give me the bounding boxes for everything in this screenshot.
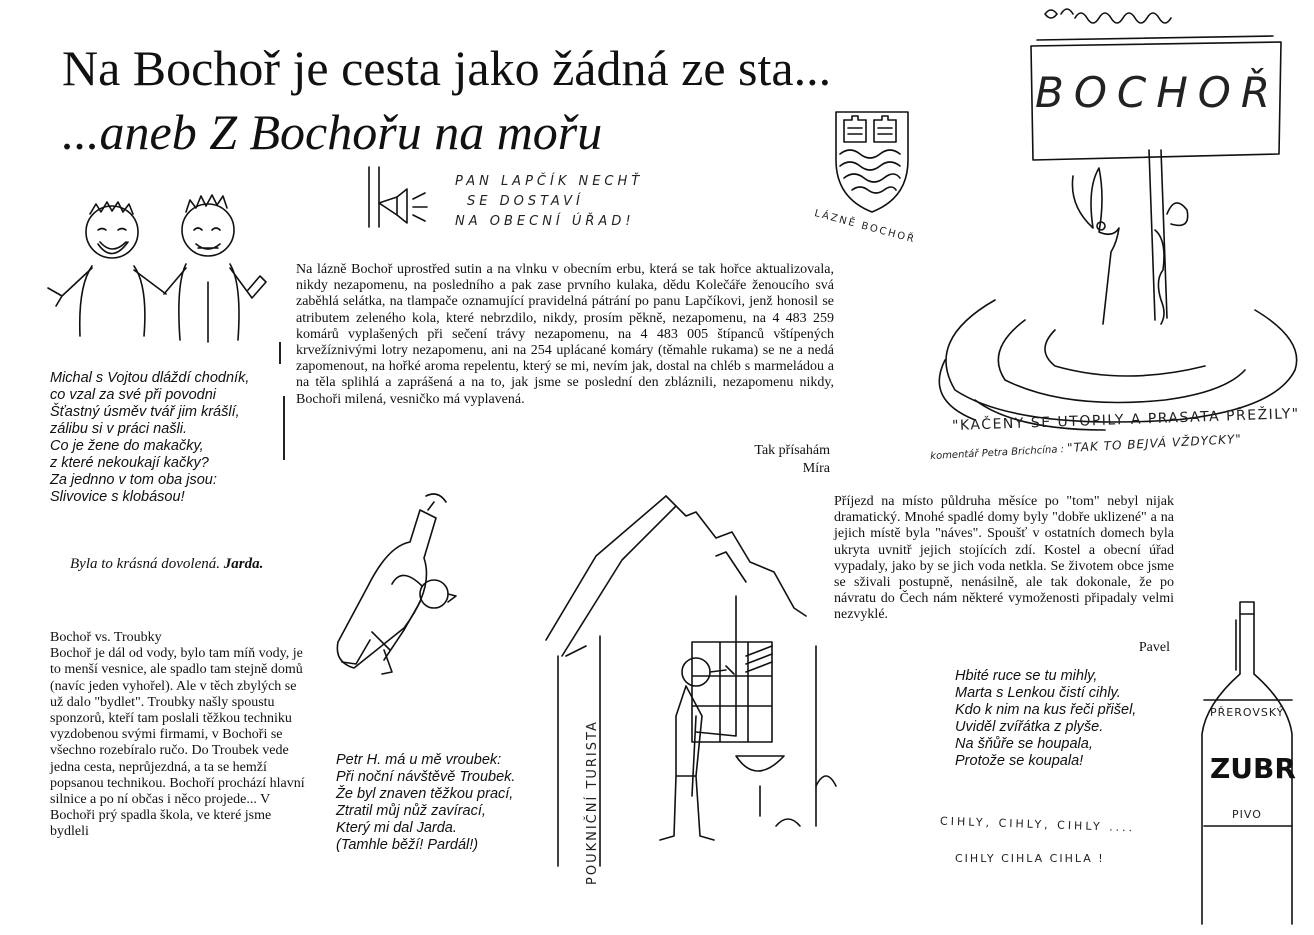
divider: [283, 396, 285, 460]
poem-petr: [336, 752, 515, 854]
cihly-line: CIHLY CIHLA CIHLA !: [955, 852, 1105, 865]
lapcik-note-line: NA OBECNÍ ÚŘAD!: [455, 214, 635, 229]
jarda-note: [70, 556, 263, 573]
poem-line: Kdo k nim na kus řeči přišel,: [955, 702, 1137, 718]
poem-line: co vzal za své při povodni: [50, 387, 217, 403]
coat-of-arms-caption: LÁZNĚ BOCHOŘ: [813, 208, 917, 246]
poem-line: z které nekoukají kačky?: [50, 455, 209, 471]
troubky-article: [50, 630, 306, 841]
poem-line: Petr H. má u mě vroubek:: [336, 752, 502, 768]
divider: [279, 342, 281, 364]
jarda-note-text: Byla to krásná dovolená.: [70, 556, 220, 572]
house-sketch: [536, 486, 856, 886]
troubky-text: Bochoř je dál od vody, bylo tam míň vody, je to menší vesnice, ale spadlo tam stejně domů (navíc jeden vyhořel). Ale v těch zbylých se už dalo "bydlet". Troubky našly spoustu sponzorů, kteří tam poslali těžkou techniku vyzdobenou svými firmami, v Bochoři se všechno rozebíralo ručo. Do Troubek vede jedna cesta, neprůjezdná, a ta se hemží popsanou technikou. Bochoří prochází hlavní silnice a po ní občas i něco projede... V Bochoři prý spadla škola, ve které jsme bydleli: [50, 646, 305, 840]
poem-line: Uviděl zvířátka z plyše.: [955, 719, 1104, 735]
cihly-line: CIHLY, CIHLY, CIHLY ....: [939, 814, 1136, 835]
lapcik-note-line: SE DOSTAVÍ: [467, 194, 584, 209]
poem-line: Na šňůře se houpala,: [955, 736, 1093, 752]
troubky-heading: Bochoř vs. Troubky: [50, 630, 162, 645]
page-subtitle: ...aneb Z Bochořu na mořu: [62, 104, 603, 160]
poem-line: Michal s Vojtou dláždí chodník,: [50, 370, 250, 386]
loudspeaker-sketch: [365, 165, 435, 235]
poem-line: Při noční návštěvě Troubek.: [336, 769, 516, 785]
jarda-signature: Jarda.: [223, 556, 264, 572]
bochor-sign-text: BOCHOŘ: [1035, 68, 1281, 117]
poem-line: zálibu si v práci našli.: [50, 421, 187, 437]
mira-article-text: Na lázně Bochoř uprostřed sutin a na vlnku v obecním erbu, která se tak hořce aktualizovala, nikdy nezapomenu, na posledního a pak zase prvního kulaka, dědu Kolečáře ženoucího svá zaběhlá selátka, na tlampače oznamující pravidelná pátrání po panu Lapčíkovi, jenž honosil se atributem zeleného kola, které nebrzdilo, nikdy, prosím pěkně, nezapomenu, na 4 483 259 komárů vyplašených při sečení trávy nezapomenu, na 4 483 005 štípanců vštípených krvežíznivými lotry nezapomenu, ani na 254 uplácané komáry (těmahle rukama) se ne a nedá zapomenout, na hořké aroma repelentu, který se mi, nevím jak, dostal na chléb s marmeládou a na těla splihlá a zaprášená a na to, jak jsme se poslední den zbláznili, nezapomenu nikdy, Bochoři milená, vesničko má vyplavená.: [296, 262, 834, 407]
poem-line: Že byl znaven těžkou prací,: [336, 786, 514, 802]
beer-type: PIVO: [1232, 808, 1262, 821]
poem-line: Za jednno v tom oba jsou:: [50, 472, 217, 488]
poem-line: Šťastný úsměv tvář jim krášlí,: [50, 404, 240, 420]
poem-line: Marta s Lenkou čistí cihly.: [955, 685, 1121, 701]
poem-line: Protože se koupala!: [955, 753, 1084, 769]
poem-line: Co je žene do makačky,: [50, 438, 204, 454]
mira-sign-line: Tak přísahám: [754, 443, 830, 458]
kaceni-comment-quote: "TAK TO BEJVÁ VŽDYCKY": [1066, 431, 1243, 455]
bottle-carrier-sketch: [330, 490, 490, 680]
kaceni-comment-prefix: komentář Petra Brichcína :: [930, 444, 1065, 463]
michal-vojta-drawing: [40, 190, 270, 350]
mira-signature: [700, 442, 830, 478]
lapcik-note-line: PAN LAPČÍK NECHŤ: [455, 174, 644, 189]
poem-line: Který mi dal Jarda.: [336, 820, 457, 836]
vertical-caption: POUKNIČNÍ TURISTA: [585, 720, 600, 885]
beer-brand: PŘEROVSKÝ: [1210, 706, 1285, 719]
kaceni-caption: "KAČENY SE UTOPILY A PRASATA PŘEŽILY": [951, 405, 1301, 435]
pavel-signature: Pavel: [1138, 640, 1170, 655]
lapcik-note: [455, 172, 643, 232]
poem-line: Slivovice s klobásou!: [50, 489, 185, 505]
poem-line: Ztratil můj nůž zavírací,: [336, 803, 486, 819]
beer-name: ZUBR: [1210, 752, 1296, 785]
mira-sign-line: Míra: [802, 461, 830, 476]
page-title: Na Bochoř je cesta jako žádná ze sta...: [62, 40, 832, 96]
poem-line: (Tamhle běží! Pardál!): [336, 837, 479, 853]
poem-line: Hbité ruce se tu mihly,: [955, 668, 1098, 684]
pavel-article-text: Příjezd na místo půldruha měsíce po "tom" nebyl nijak dramatický. Mnohé spadlé domy byly "dobře uklizené" a na jejich místě byla "náves". Spoušť v ostatních domech byla ukryta uvnitř jejich stojících zdí. Kostel a obecní úřad vypadaly, jako by se jich voda netkla. Se životem obce jsme se sživali postupně, nenásilně, ale tak dokonale, že po návratu do Čech nám některé vymoženosti připadaly velmi nezvyklé.: [834, 494, 1174, 623]
poem-michal: [50, 370, 249, 506]
poem-marta: [955, 668, 1136, 770]
